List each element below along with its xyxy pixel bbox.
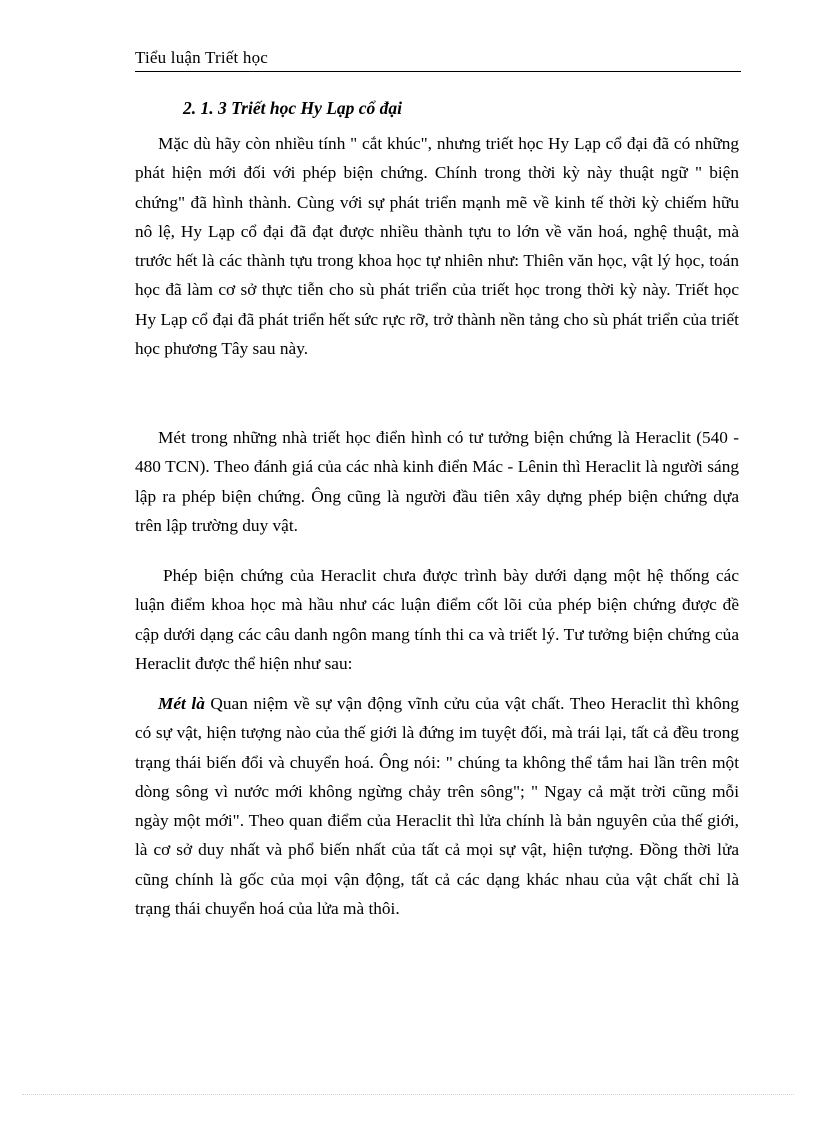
paragraph-first-point (135, 689, 739, 923)
first-point-lead-in: Mét là (158, 694, 205, 713)
header-title: Tiểu luận Triết học (135, 48, 269, 67)
paragraph-heraclit-founder: Mét trong những nhà triết học điển hình có tư tưởng biện chứng là Heraclit (540 - 480 TCN). Theo đánh giá của các nhà kinh điển Mác - Lênin thì Heraclit là người sáng lập ra phép biện chứng. Ông cũng là người đầu tiên xây dựng phép biện chứng dựa trên lập trường duy vật. (135, 428, 739, 535)
paragraph-greek-philosophy-intro: Mặc dù hãy còn nhiều tính " cắt khúc", nhưng triết học Hy Lạp cổ đại đã có những phát hiện mới đối với phép biện chứng. Chính trong thời kỳ này thuật ngữ " biện chứng" đã hình thành. Cùng với sự phát triển mạnh mẽ về kinh tế thời kỳ chiếm hữu nô lệ, Hy Lạp cổ đại đã đạt được nhiều thành tựu to lớn về văn hoá, nghệ thuật, mà trước hết là các thành tựu trong khoa học tự nhiên như: Thiên văn học, vật lý học, toán học đã làm cơ sở thực tiễn cho sù phát triển của triết học trong thời kỳ này. Triết học Hy Lạp cổ đại đã phát triển hết sức rực rỡ, trở thành nền tảng cho sù phát triển của triết học phương Tây sau này. (135, 134, 739, 359)
section-heading: 2. 1. 3 Triết học Hy Lạp cổ đại (183, 98, 403, 118)
running-header (135, 47, 741, 72)
paragraph-heraclit-dialectic: Phép biện chứng của Heraclit chưa được trình bày dưới dạng một hệ thống các luận điểm khoa học mà hầu như các luận điểm cốt lõi của phép biện chứng được đề cập dưới dạng các câu danh ngôn mang tính thi ca và triết lý. Tư tưởng biện chứng của Heraclit được thể hiện như sau: (135, 566, 739, 673)
page-bottom-divider (22, 1094, 794, 1095)
first-point-text: Quan niệm về sự vận động vĩnh cửu của vật chất. Theo Heraclit thì không có sự vật, hiện tượng nào của thế giới là đứng im tuyệt đối, mà trái lại, tất cả đều trong trạng thái biến đổi và chuyển hoá. Ông nói: " chúng ta không thể tắm hai lần trên một dòng sông vì nước mới không ngừng chảy trên sông"; " Ngay cả mặt trời cũng mỗi ngày một mới". Theo quan điểm của Heraclit thì lửa chính là bản nguyên của thế giới, là cơ sở duy nhất và phổ biến nhất của tất cả mọi sự vật, hiện tượng. Đồng thời lửa cũng chính là gốc của mọi vận động, tất cả các dạng khác nhau của vật chất chỉ là trạng thái chuyển hoá của lửa mà thôi. (135, 694, 739, 919)
